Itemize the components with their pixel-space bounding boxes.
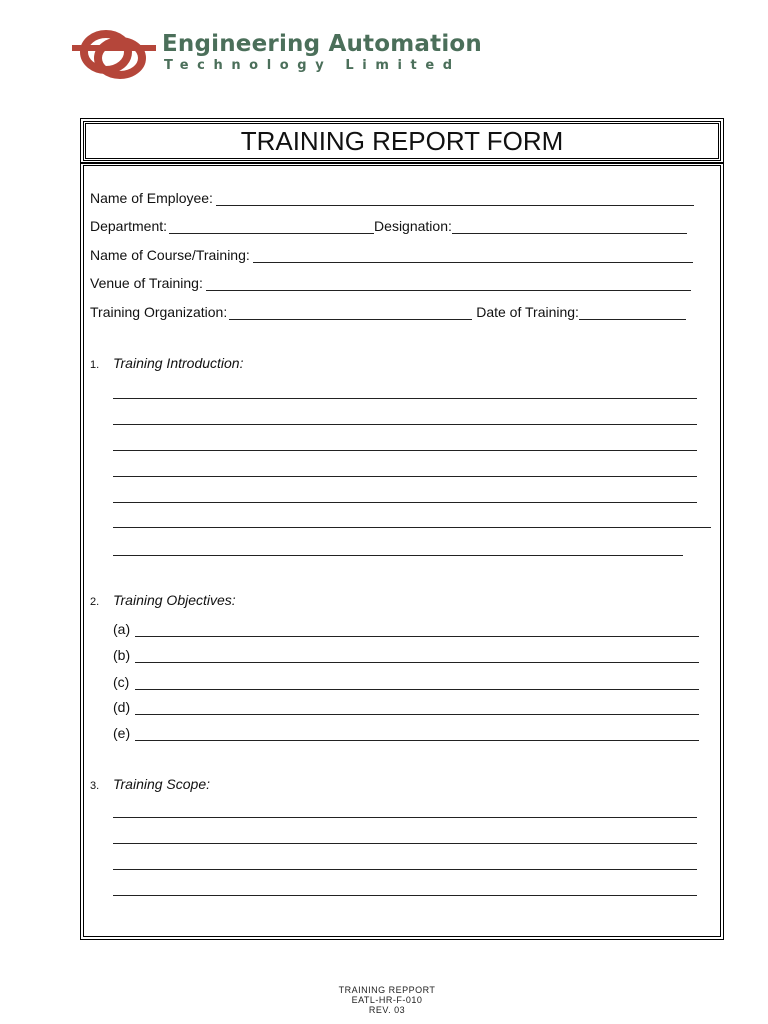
objective-item	[113, 723, 699, 741]
section-objectives	[90, 592, 236, 608]
employee-row	[90, 188, 694, 206]
designation-label: Designation:	[374, 218, 452, 234]
organization-field[interactable]	[229, 305, 472, 320]
objective-label: (d)	[113, 699, 131, 715]
department-row	[90, 216, 687, 234]
scope-line-2[interactable]	[113, 843, 697, 844]
objective-item	[113, 672, 699, 690]
organization-row	[90, 302, 686, 320]
scope-line-3[interactable]	[113, 869, 697, 870]
intro-line-2[interactable]	[113, 424, 697, 425]
form-title: TRAINING REPORT FORM	[85, 123, 719, 159]
venue-field[interactable]	[206, 276, 691, 291]
organization-label: Training Organization:	[90, 304, 228, 320]
employee-label: Name of Employee:	[90, 190, 213, 206]
course-row	[90, 245, 693, 263]
objective-field[interactable]	[135, 648, 699, 663]
intro-line-6[interactable]	[113, 527, 711, 528]
footer-doc-name: TRAINING REPPORT	[338, 985, 436, 995]
department-label: Department:	[90, 218, 168, 234]
objective-field[interactable]	[135, 675, 699, 690]
date-field[interactable]	[579, 305, 686, 320]
footer-revision: REV. 03	[368, 1005, 406, 1015]
employee-field[interactable]	[216, 191, 694, 206]
objective-field[interactable]	[135, 700, 699, 715]
venue-row	[90, 273, 691, 291]
course-field[interactable]	[253, 248, 693, 263]
company-name: Engineering Automation	[162, 31, 482, 57]
objective-label: (a)	[113, 621, 131, 637]
scope-line-1[interactable]	[113, 817, 697, 818]
footer-doc-code: EATL-HR-F-010	[351, 995, 423, 1005]
company-logo	[70, 26, 160, 82]
course-label: Name of Course/Training:	[90, 247, 250, 263]
company-subtitle: Technology Limited	[164, 58, 461, 73]
section-scope	[90, 776, 210, 792]
objective-field[interactable]	[135, 726, 699, 741]
form-title-box	[80, 118, 724, 164]
objective-item	[113, 645, 699, 663]
objective-item	[113, 697, 699, 715]
logo-mark	[72, 34, 156, 75]
objective-item	[113, 619, 699, 637]
intro-line-5[interactable]	[113, 502, 697, 503]
section-label: Training Introduction:	[113, 355, 244, 371]
objective-label: (e)	[113, 725, 131, 741]
intro-line-7[interactable]	[113, 555, 683, 556]
objective-label: (c)	[113, 674, 130, 690]
section-number: 2.	[90, 596, 100, 608]
designation-field[interactable]	[452, 219, 687, 234]
section-number: 3.	[90, 780, 100, 792]
venue-label: Venue of Training:	[90, 275, 203, 291]
section-introduction	[90, 355, 243, 371]
objective-field[interactable]	[135, 622, 699, 637]
objective-label: (b)	[113, 647, 131, 663]
intro-line-4[interactable]	[113, 476, 697, 477]
section-label: Training Objectives:	[113, 592, 236, 608]
date-label: Date of Training:	[476, 304, 579, 320]
intro-line-3[interactable]	[113, 450, 697, 451]
page-footer	[0, 975, 768, 1015]
section-label: Training Scope:	[113, 776, 211, 792]
scope-line-4[interactable]	[113, 895, 697, 896]
section-number: 1.	[90, 359, 100, 371]
intro-line-1[interactable]	[113, 398, 697, 399]
department-field[interactable]	[169, 219, 374, 234]
